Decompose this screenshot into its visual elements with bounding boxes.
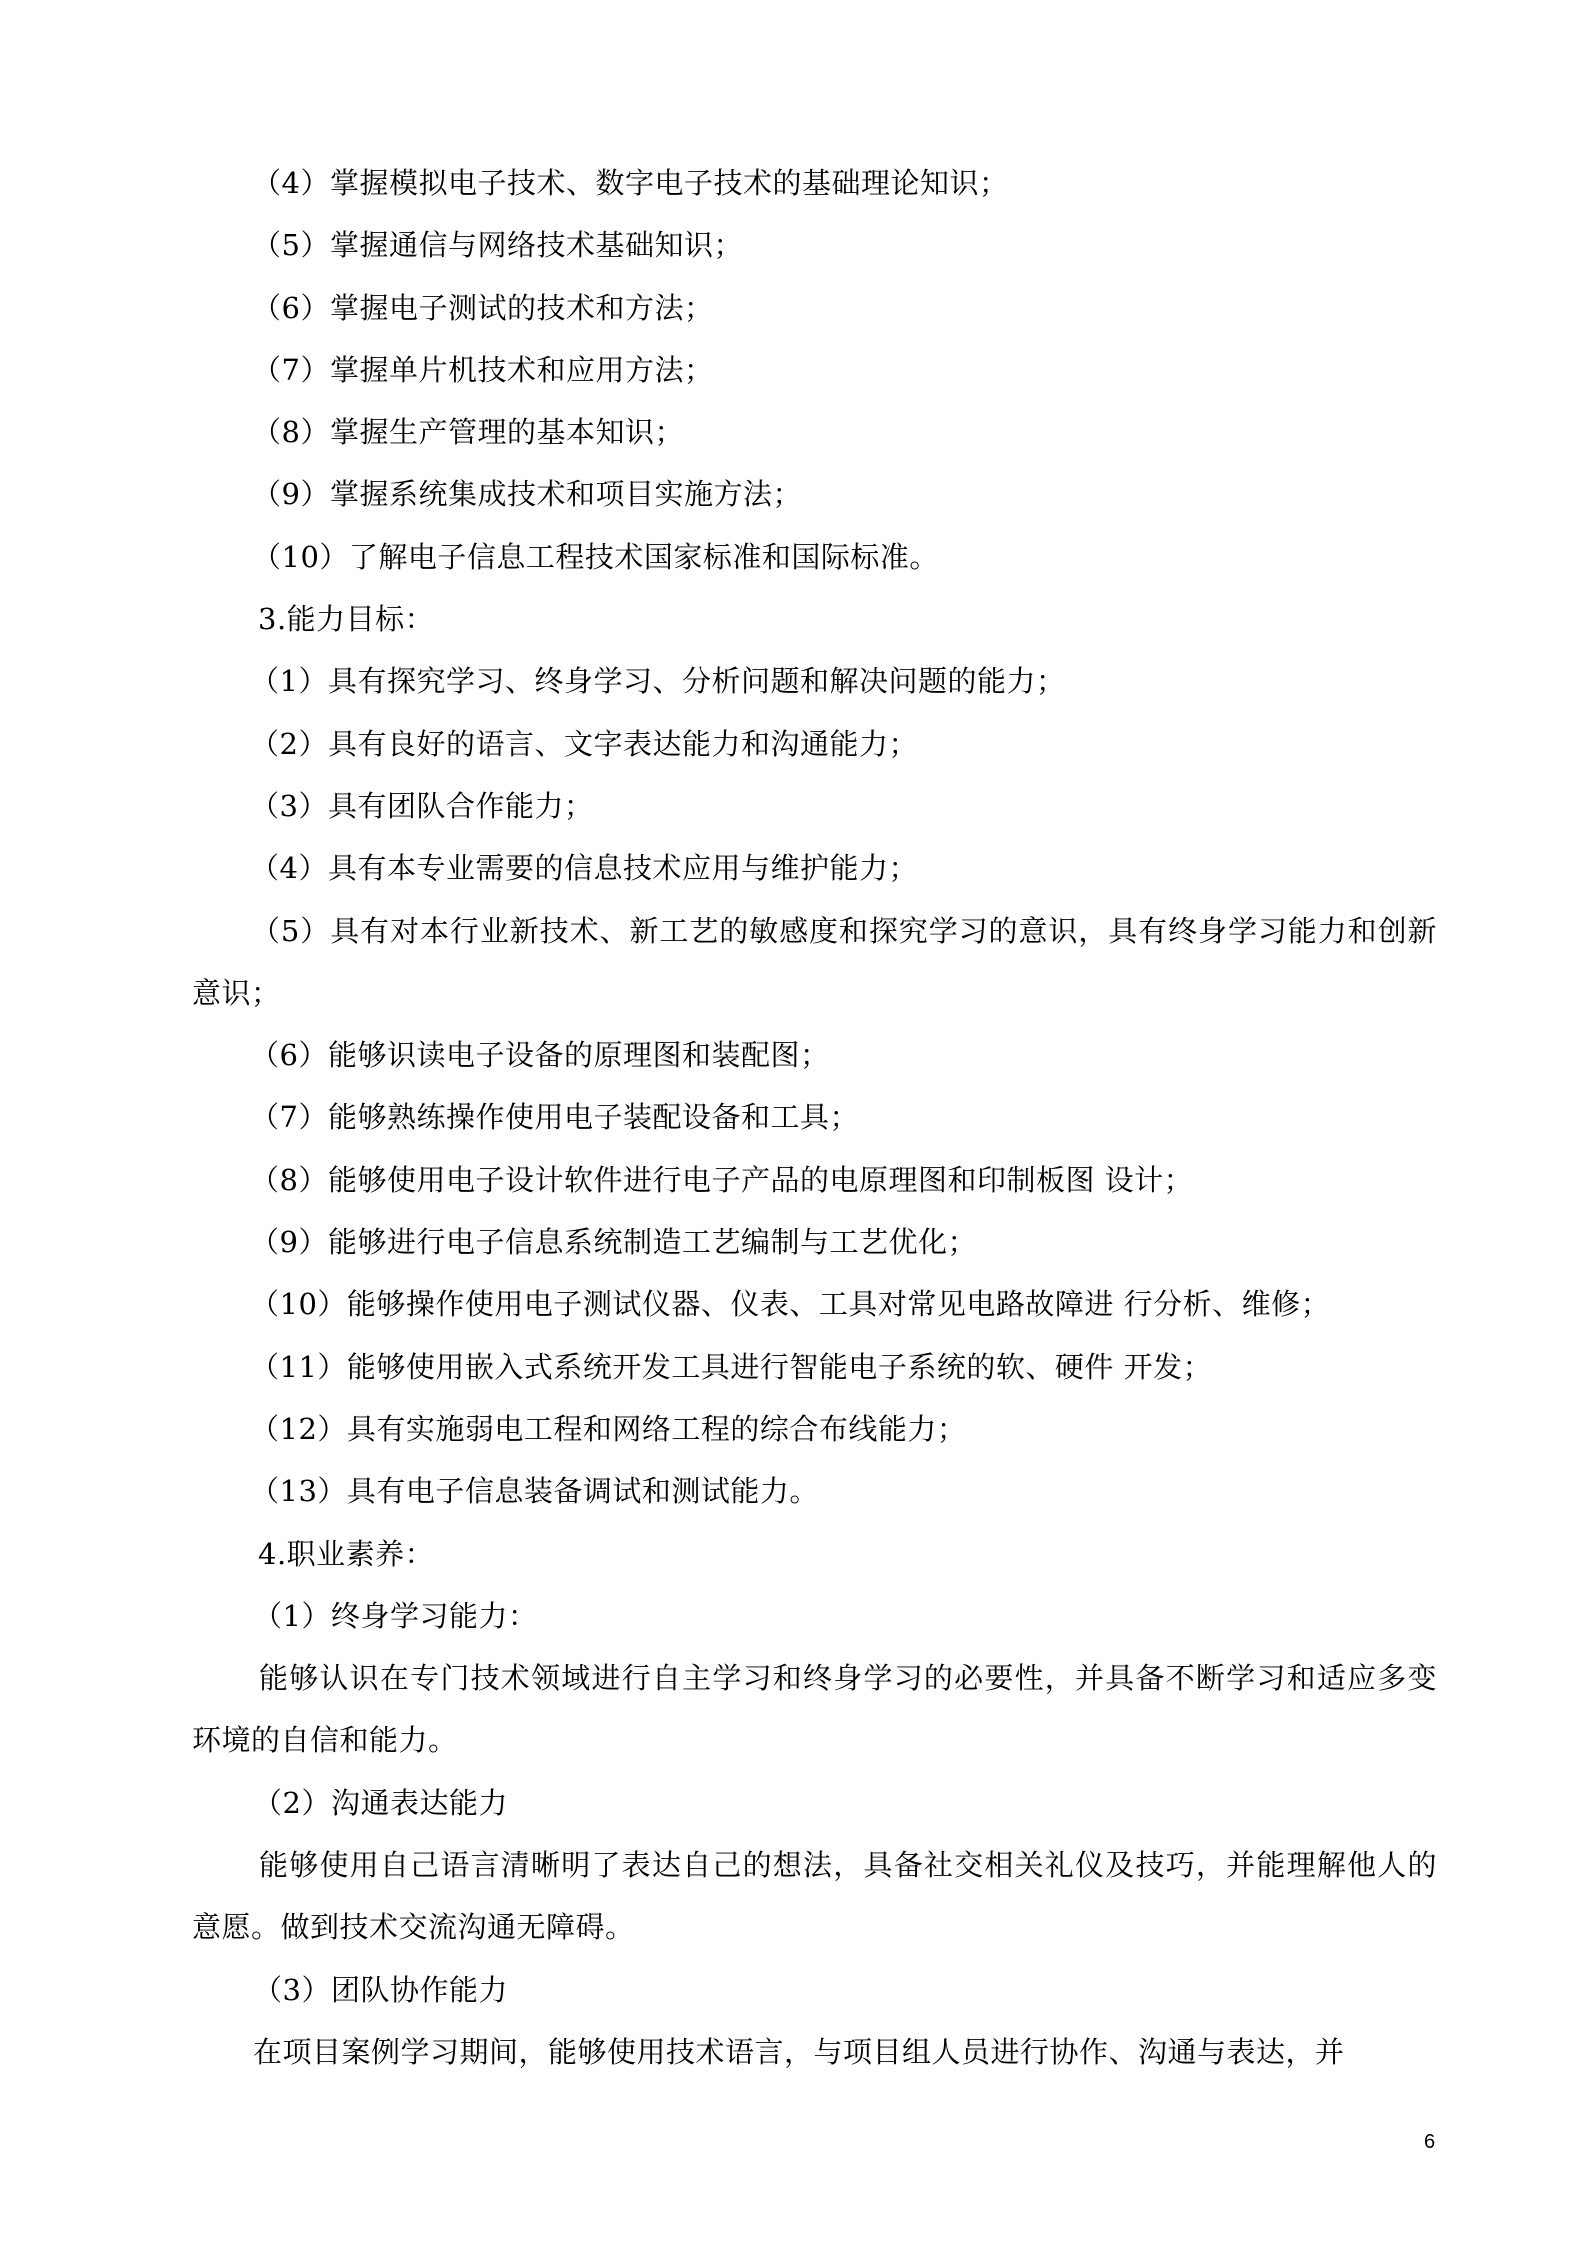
ability-item-8: （8）能够使用电子设计软件进行电子产品的电原理图和印制板图 设计； bbox=[250, 1162, 1194, 1197]
ability-item-6: （6）能够识读电子设备的原理图和装配图； bbox=[250, 1038, 830, 1073]
ability-item-5: （5）具有对本行业新技术、新工艺的敏感度和探究学习的意识，具有终身学习能力和创新意识； bbox=[192, 913, 1437, 1010]
ability-item-2: （2）具有良好的语言、文字表达能力和沟通能力； bbox=[250, 726, 918, 761]
section-heading-ability: 3.能力目标： bbox=[258, 602, 435, 637]
knowledge-item-4: （4）掌握模拟电子技术、数字电子技术的基础理论知识； bbox=[252, 166, 1009, 200]
ability-item-11: （11）能够使用嵌入式系统开发工具进行智能电子系统的软、硬件 开发； bbox=[250, 1349, 1213, 1384]
ability-item-1: （1）具有探究学习、终身学习、分析问题和解决问题的能力； bbox=[250, 664, 1066, 699]
knowledge-item-8: （8）掌握生产管理的基本知识； bbox=[252, 415, 684, 450]
ability-item-3: （3）具有团队合作能力； bbox=[250, 788, 594, 823]
knowledge-item-7: （7）掌握单片机技术和应用方法； bbox=[252, 352, 714, 387]
document-body bbox=[192, 152, 1437, 2083]
ability-item-10: （10）能够操作使用电子测试仪器、仪表、工具对常见电路故障进 行分析、维修； bbox=[250, 1287, 1331, 1322]
section-heading-professional: 4.职业素养： bbox=[258, 1536, 435, 1571]
professional-item-2-text: 能够使用自己语言清晰明了表达自己的想法，具备社交相关礼仪及技巧，并能理解他人的意愿。做到技术交流沟通无障碍。 bbox=[192, 1848, 1437, 1945]
professional-item-3-title: （3）团队协作能力 bbox=[253, 1972, 508, 2007]
page-number: 6 bbox=[1424, 2131, 1436, 2153]
knowledge-item-10: （10）了解电子信息工程技术国家标准和国际标准。 bbox=[252, 539, 939, 574]
professional-item-3-text: 在项目案例学习期间，能够使用技术语言，与项目组人员进行协作、沟通与表达，并 bbox=[253, 2034, 1345, 2069]
professional-item-1-text: 能够认识在专门技术领域进行自主学习和终身学习的必要性，并具备不断学习和适应多变环境的自信和能力。 bbox=[192, 1661, 1437, 1758]
professional-item-2-title: （2）沟通表达能力 bbox=[253, 1785, 508, 1820]
professional-item-1-title: （1）终身学习能力： bbox=[253, 1598, 538, 1633]
ability-item-12: （12）具有实施弱电工程和网络工程的综合布线能力； bbox=[250, 1411, 967, 1446]
ability-item-7: （7）能够熟练操作使用电子装配设备和工具； bbox=[250, 1100, 859, 1135]
knowledge-item-5: （5）掌握通信与网络技术基础知识； bbox=[252, 228, 743, 263]
knowledge-item-6: （6）掌握电子测试的技术和方法； bbox=[252, 290, 714, 325]
ability-item-4: （4）具有本专业需要的信息技术应用与维护能力； bbox=[250, 851, 918, 886]
knowledge-item-9: （9）掌握系统集成技术和项目实施方法； bbox=[252, 477, 802, 512]
ability-item-13: （13）具有电子信息装备调试和测试能力。 bbox=[250, 1474, 819, 1509]
ability-item-9: （9）能够进行电子信息系统制造工艺编制与工艺优化； bbox=[250, 1225, 977, 1260]
